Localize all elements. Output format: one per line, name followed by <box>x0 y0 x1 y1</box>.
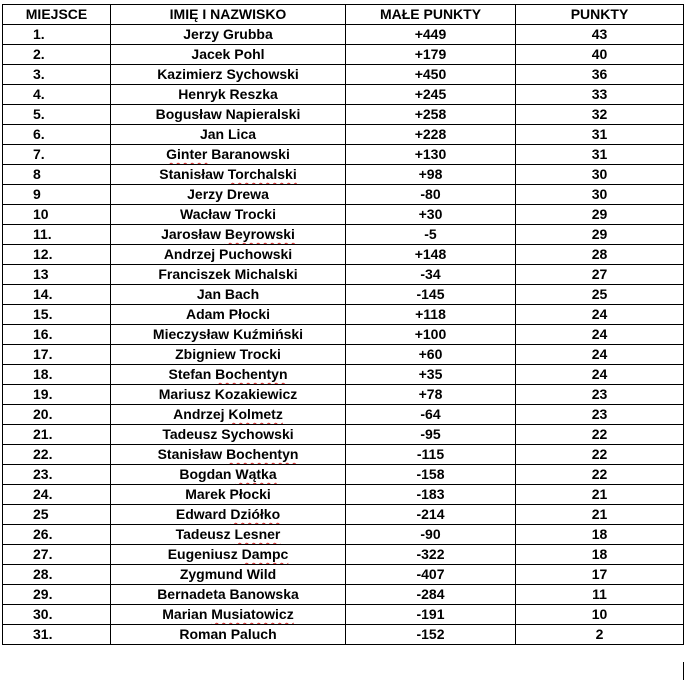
cell-small-points: -90 <box>346 525 516 545</box>
cell-name: Ginter Baranowski <box>111 145 346 165</box>
table-body <box>3 25 684 645</box>
cell-small-points: -34 <box>346 265 516 285</box>
cell-small-points: -95 <box>346 425 516 445</box>
cell-place: 19. <box>3 385 111 405</box>
cell-place: 24. <box>3 485 111 505</box>
cell-small-points: -5 <box>346 225 516 245</box>
cell-points: 2 <box>516 625 684 645</box>
header-place: MIEJSCE <box>3 5 111 25</box>
table-row <box>3 465 684 485</box>
table-row <box>3 125 684 145</box>
table-row <box>3 425 684 445</box>
cell-small-points: +179 <box>346 45 516 65</box>
table-row <box>3 405 684 425</box>
cell-small-points: +228 <box>346 125 516 145</box>
table-row <box>3 25 684 45</box>
cell-place: 17. <box>3 345 111 365</box>
cell-name: Stanisław Bochentyn <box>111 445 346 465</box>
spellcheck-word: Bochentyn <box>215 366 288 382</box>
table-row <box>3 85 684 105</box>
cell-place: 28. <box>3 565 111 585</box>
cell-points: 24 <box>516 305 684 325</box>
cell-small-points: +30 <box>346 205 516 225</box>
cell-place: 3. <box>3 65 111 85</box>
header-name: IMIĘ I NAZWISKO <box>111 5 346 25</box>
table-row <box>3 445 684 465</box>
cell-small-points: -322 <box>346 545 516 565</box>
cell-points: 23 <box>516 385 684 405</box>
header-row <box>3 5 684 25</box>
spellcheck-word: Dampc <box>241 546 289 562</box>
table-row <box>3 605 684 625</box>
cell-points: 29 <box>516 205 684 225</box>
cell-points: 21 <box>516 485 684 505</box>
spellcheck-word: Torchalski <box>227 166 297 182</box>
cell-place: 20. <box>3 405 111 425</box>
cell-place: 14. <box>3 285 111 305</box>
cell-place: 4. <box>3 85 111 105</box>
table-row <box>3 505 684 525</box>
cell-place: 5. <box>3 105 111 125</box>
cell-small-points: +78 <box>346 385 516 405</box>
cell-small-points: -152 <box>346 625 516 645</box>
cell-points: 11 <box>516 585 684 605</box>
cell-points: 21 <box>516 505 684 525</box>
cell-points: 22 <box>516 445 684 465</box>
cell-points: 10 <box>516 605 684 625</box>
cell-name: Jan Lica <box>111 125 346 145</box>
cell-small-points: -191 <box>346 605 516 625</box>
cell-name: Bogdan Wątka <box>111 465 346 485</box>
spellcheck-word: Musiatowicz <box>211 606 294 622</box>
cell-small-points: +98 <box>346 165 516 185</box>
cell-small-points: -158 <box>346 465 516 485</box>
cell-name: Bogusław Napieralski <box>111 105 346 125</box>
table-header <box>3 5 684 25</box>
cell-small-points: -183 <box>346 485 516 505</box>
cell-points: 31 <box>516 125 684 145</box>
cell-small-points: -80 <box>346 185 516 205</box>
cell-points: 30 <box>516 165 684 185</box>
table-row <box>3 385 684 405</box>
cell-small-points: +449 <box>346 25 516 45</box>
cell-points: 31 <box>516 145 684 165</box>
table-row <box>3 545 684 565</box>
cell-points: 22 <box>516 425 684 445</box>
cell-place: 8 <box>3 165 111 185</box>
cell-points: 36 <box>516 65 684 85</box>
page-edge-mark-top <box>683 16 684 46</box>
table-row <box>3 65 684 85</box>
cell-small-points: -115 <box>346 445 516 465</box>
cell-name: Bernadeta Banowska <box>111 585 346 605</box>
cell-small-points: +245 <box>346 85 516 105</box>
cell-points: 25 <box>516 285 684 305</box>
table-row <box>3 525 684 545</box>
spellcheck-word: Dziółko <box>230 506 281 522</box>
table-row <box>3 485 684 505</box>
cell-place: 30. <box>3 605 111 625</box>
cell-place: 9 <box>3 185 111 205</box>
cell-name: Zbigniew Trocki <box>111 345 346 365</box>
cell-place: 18. <box>3 365 111 385</box>
table-row <box>3 585 684 605</box>
table-row <box>3 185 684 205</box>
table-row <box>3 325 684 345</box>
cell-name: Marek Płocki <box>111 485 346 505</box>
table-row <box>3 165 684 185</box>
cell-place: 26. <box>3 525 111 545</box>
cell-place: 23. <box>3 465 111 485</box>
cell-place: 27. <box>3 545 111 565</box>
cell-name: Jacek Pohl <box>111 45 346 65</box>
cell-small-points: +60 <box>346 345 516 365</box>
cell-name: Zygmund Wild <box>111 565 346 585</box>
cell-place: 6. <box>3 125 111 145</box>
cell-place: 22. <box>3 445 111 465</box>
header-small-points: MAŁE PUNKTY <box>346 5 516 25</box>
cell-place: 7. <box>3 145 111 165</box>
table-row <box>3 305 684 325</box>
spellcheck-word: Wątka <box>235 466 277 482</box>
table-row <box>3 365 684 385</box>
cell-name: Roman Paluch <box>111 625 346 645</box>
cell-place: 2. <box>3 45 111 65</box>
cell-name: Jerzy Drewa <box>111 185 346 205</box>
spellcheck-word: Kolmetz <box>228 406 283 422</box>
cell-place: 16. <box>3 325 111 345</box>
cell-name: Adam Płocki <box>111 305 346 325</box>
cell-name: Henryk Reszka <box>111 85 346 105</box>
table-row <box>3 145 684 165</box>
cell-place: 31. <box>3 625 111 645</box>
cell-name: Andrzej Kolmetz <box>111 405 346 425</box>
table-row <box>3 565 684 585</box>
cell-points: 43 <box>516 25 684 45</box>
cell-small-points: +118 <box>346 305 516 325</box>
cell-small-points: +148 <box>346 245 516 265</box>
spellcheck-word: Bochentyn <box>226 446 299 462</box>
cell-points: 40 <box>516 45 684 65</box>
cell-small-points: -214 <box>346 505 516 525</box>
cell-place: 21. <box>3 425 111 445</box>
spellcheck-word: Lesner <box>234 526 281 542</box>
cell-name: Jerzy Grubba <box>111 25 346 45</box>
cell-points: 27 <box>516 265 684 285</box>
cell-name: Stanisław Torchalski <box>111 165 346 185</box>
cell-place: 25 <box>3 505 111 525</box>
cell-place: 15. <box>3 305 111 325</box>
cell-points: 32 <box>516 105 684 125</box>
cell-points: 30 <box>516 185 684 205</box>
spellcheck-word: Beyrowski <box>224 226 295 242</box>
cell-name: Mariusz Kozakiewicz <box>111 385 346 405</box>
cell-name: Jarosław Beyrowski <box>111 225 346 245</box>
cell-name: Mieczysław Kuźmiński <box>111 325 346 345</box>
table-row <box>3 105 684 125</box>
cell-place: 29. <box>3 585 111 605</box>
cell-points: 33 <box>516 85 684 105</box>
table-row <box>3 625 684 645</box>
cell-small-points: +130 <box>346 145 516 165</box>
cell-place: 12. <box>3 245 111 265</box>
cell-name: Marian Musiatowicz <box>111 605 346 625</box>
cell-small-points: +35 <box>346 365 516 385</box>
cell-small-points: +100 <box>346 325 516 345</box>
cell-place: 10 <box>3 205 111 225</box>
cell-points: 17 <box>516 565 684 585</box>
table-row <box>3 45 684 65</box>
table-row <box>3 345 684 365</box>
cell-points: 22 <box>516 465 684 485</box>
cell-name: Stefan Bochentyn <box>111 365 346 385</box>
cell-points: 23 <box>516 405 684 425</box>
cell-small-points: +258 <box>346 105 516 125</box>
cell-place: 13 <box>3 265 111 285</box>
cell-name: Wacław Trocki <box>111 205 346 225</box>
cell-place: 11. <box>3 225 111 245</box>
cell-points: 18 <box>516 525 684 545</box>
table-row <box>3 225 684 245</box>
table-row <box>3 245 684 265</box>
cell-points: 29 <box>516 225 684 245</box>
cell-name: Kazimierz Sychowski <box>111 65 346 85</box>
cell-points: 28 <box>516 245 684 265</box>
cell-points: 24 <box>516 365 684 385</box>
cell-points: 24 <box>516 325 684 345</box>
cell-place: 1. <box>3 25 111 45</box>
table-row <box>3 205 684 225</box>
cell-name: Edward Dziółko <box>111 505 346 525</box>
page-edge-mark-bottom <box>683 662 684 680</box>
cell-name: Andrzej Puchowski <box>111 245 346 265</box>
cell-small-points: +450 <box>346 65 516 85</box>
cell-name: Franciszek Michalski <box>111 265 346 285</box>
table-row <box>3 265 684 285</box>
standings-table <box>2 4 684 645</box>
header-points: PUNKTY <box>516 5 684 25</box>
cell-small-points: -284 <box>346 585 516 605</box>
cell-name: Tadeusz Lesner <box>111 525 346 545</box>
cell-name: Eugeniusz Dampc <box>111 545 346 565</box>
cell-name: Tadeusz Sychowski <box>111 425 346 445</box>
cell-points: 24 <box>516 345 684 365</box>
cell-small-points: -407 <box>346 565 516 585</box>
cell-small-points: -145 <box>346 285 516 305</box>
cell-small-points: -64 <box>346 405 516 425</box>
table-row <box>3 285 684 305</box>
cell-points: 18 <box>516 545 684 565</box>
spellcheck-word: Ginter <box>166 146 208 162</box>
cell-name: Jan Bach <box>111 285 346 305</box>
